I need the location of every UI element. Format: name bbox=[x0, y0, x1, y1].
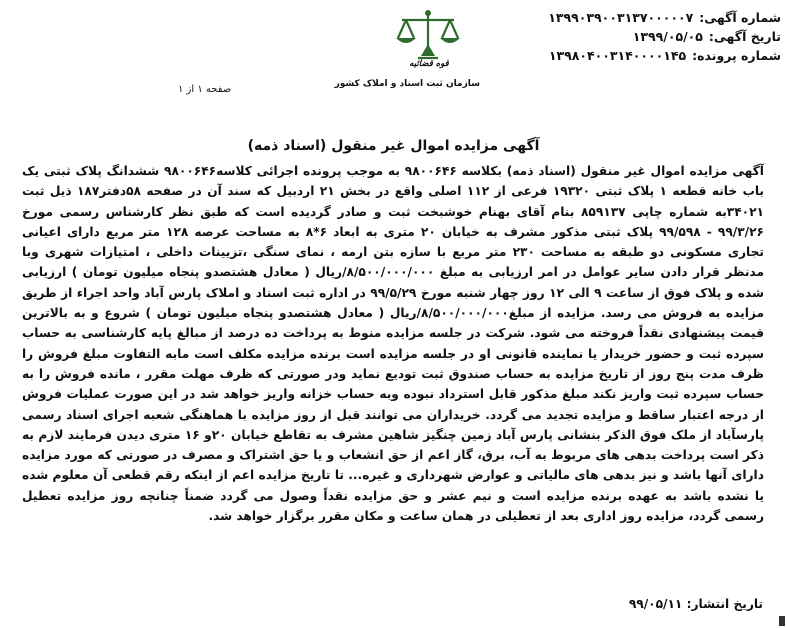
file-number-row bbox=[511, 46, 781, 65]
notice-date-value: ۱۳۹۹/۰۵/۰۵ bbox=[632, 29, 703, 44]
publish-date: تاریخ انتشار: ۹۹/۰۵/۱۱ bbox=[628, 597, 763, 611]
notice-date-label: تاریخ آگهی: bbox=[708, 29, 781, 44]
page-number: صفحه ۱ از ۱ bbox=[178, 84, 232, 95]
notice-date-row bbox=[511, 27, 781, 46]
notice-number-row bbox=[511, 8, 781, 27]
organization-name: سازمان ثبت اسناد و املاک کشور bbox=[334, 79, 480, 89]
file-number-value: ۱۳۹۸۰۴۰۰۳۱۴۰۰۰۰۱۴۵ bbox=[548, 48, 687, 63]
notice-paragraph: آگهی مزایده اموال غیر منقول (اسناد ذمه) بکلاسه ۹۸۰۰۶۴۶ به موجب پرونده اجرائی کلاسه۹۸۰۰۶۴۶ ششدانگ پلاک ثبتی یک باب خانه قطعه ۱ پلاک ثبتی ۱۹۳۲۰ فرعی از ۱۱۲ اصلی واقع در بخش ۲۱ اردبیل که سند آن در صفحه ۵۸دفتر۱۸۷ ذیل ثبت ۳۴۰۲۱به شماره چاپی ۸۵۹۱۳۷ بنام آقای بهنام خوشبخت ثبت و صادر گردیده است که طبق نظر کارشناس رسمی مورخ ۹۹/۳/۲۶ - ۹۹/۵۹۸ پلاک ثبتی مذکور مشرف به خیابان ۲۰ متری به ابعاد ۶*۸ به مساحت عرصه ۱۲۸ متر مربع دارای اعیانی تجاری مسکونی دو طبقه به مساحت ۲۳۰ متر مربع با سازه بتن ارمه ، نمای سنگی ،تزیینات داخلی ، امتیازات شهری وبا مدنظر قرار دادن سایر عوامل در امر ارزیابی به مبلغ ۸/۵۰۰/۰۰۰/۰۰۰/ریال ( معادل هشتصدو پنجاه میلیون تومان ) ارزیابی شده و پلاک فوق از ساعت ۹ الی ۱۲ روز چهار شنبه مورخ ۹۹/۵/۲۹ در اداره ثبت اسناد و املاک پارس آباد واحد اجراء از طریق مزایده به فروش می رسد. مزایده از مبلغ۸/۵۰۰/۰۰۰/۰۰۰/ریال ( معادل هشتصدو پنجاه میلیون تومان ) شروع و به بالاترین قیمت پیشنهادی نقداً فروخته می شود. شرکت در جلسه مزایده منوط به پرداخت ده درصد از مبالغ پایه کارشناسی به حساب سپرده ثبت و حضور خریدار یا نماینده قانونی او در جلسه مزایده است برنده مزایده مکلف است مابه التفاوت مبلغ فروش را ظرف مدت پنج روز از تاریخ مزایده به حساب صندوق ثبت تودیع نماید ودر صورتی که ظرف مهلت مقرر ، مانده فروش را به حساب سپرده ثبت واریز نکند مبلغ مذکور قابل استرداد نبوده وبه حساب خزانه واریز خواهد شد در این صورت عملیات فروش از درجه اعتبار ساقط و مزایده تجدید می گردد. خریداران می توانند قبل از روز مزایده با هماهنگی شعبه اجرای اسناد رسمی پارسآباد از ملک فوق الذکر بنشانی پارس آباد زمین چنگیز شاهین مشرف به تقاطع خیابان ۲۰و ۱۶ متری دیدن فرمایند لازم به ذکر است پرداخت بدهی های مربوط به آب، برق، گاز اعم از حق انشعاب و یا حق اشتراک و مصرف در صورتی که مورد مزایده دارای آنها باشد و نیز بدهی های مالیاتی و عوارض شهرداری و غیره... تا تاریخ مزایده اعم از اینکه رقم قطعی آن معلوم شده یا نشده باشد به عهده برنده مزایده است و نیم عشر و حق مزایده نقداً وصول می گردد ضمناً چنانچه روز مزایده تعطیل رسمی گردد، مزایده روز اداری بعد از تعطیلی در همان ساعت و مکان مقرر برگزار خواهد شد. bbox=[22, 164, 765, 524]
notice-number-value: ۱۳۹۹۰۳۹۰۰۳۱۳۷۰۰۰۰۰۷ bbox=[548, 10, 694, 25]
file-number-label: شماره پرونده: bbox=[692, 48, 781, 63]
judiciary-label: قوه قضائیه bbox=[409, 59, 449, 69]
notice-meta bbox=[511, 8, 781, 65]
notice-title: آگهی مزایده اموال غیر منقول (اسناد ذمه) bbox=[247, 138, 540, 154]
notice-number-label: شماره آگهی: bbox=[699, 10, 781, 25]
corner-mark bbox=[779, 616, 785, 626]
notice-body bbox=[22, 161, 764, 526]
